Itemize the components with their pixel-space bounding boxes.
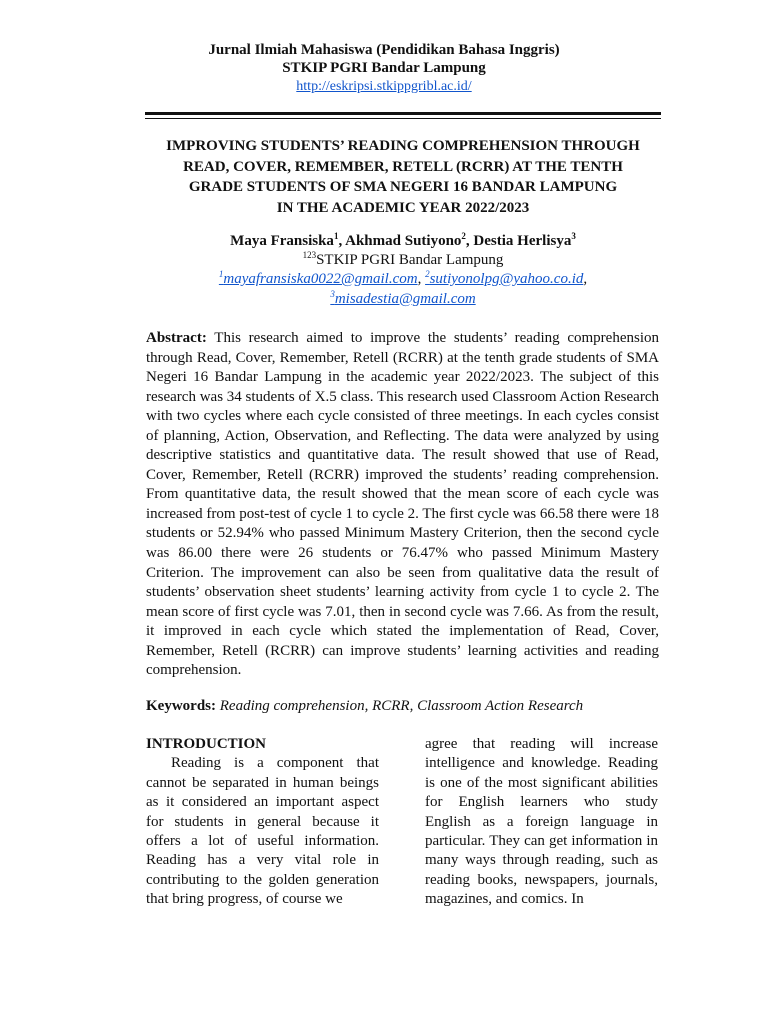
author-list	[130, 232, 676, 251]
body-column-left	[146, 735, 379, 910]
author-emails	[130, 270, 676, 309]
keywords-label: Keywords:	[146, 698, 216, 714]
email-address: mayafransiska0022@gmail.com	[223, 271, 418, 287]
title-line-3: GRADE STUDENTS OF SMA NEGERI 16 BANDAR LAMPUNG	[188, 179, 618, 195]
affiliation-mark: 123	[302, 250, 317, 260]
introduction-paragraph: Reading is a component that cannot be separated in human beings as it considered an important aspect for students in general because it offers a lot of useful information. Reading has a very vital role in contributing to the golden generation that bring progress, of course we	[146, 755, 379, 908]
keywords	[146, 696, 659, 716]
journal-institution: STKIP PGRI Bandar Lampung	[282, 60, 486, 76]
introduction-heading: INTRODUCTION	[146, 736, 267, 752]
title-line-2: READ, COVER, REMEMBER, RETELL (RCRR) AT THE TENTH	[183, 158, 623, 175]
email-link[interactable]	[330, 288, 476, 307]
author-name: Akhmad Sutiyono	[345, 233, 462, 249]
email-separator: ,	[583, 271, 588, 287]
email-line-2	[130, 290, 676, 310]
abstract	[146, 329, 659, 681]
introduction-paragraph-continued: agree that reading will increase intelligence and knowledge. Reading is one of the most significant abilities for English learners who study English as a foreign language in particular. They can get information in many ways through reading, such as reading books, newspapers, journals, magazines, and comics. In	[425, 736, 658, 908]
email-separator: ,	[417, 271, 426, 287]
email-address: sutiyonolpg@yahoo.co.id	[429, 271, 584, 287]
author-separator: ,	[338, 233, 346, 249]
email-link[interactable]	[425, 271, 583, 287]
affiliation-name: STKIP PGRI Bandar Lampung	[316, 252, 504, 268]
author-affil-mark: 2	[461, 231, 466, 241]
header-rule-thick	[145, 112, 661, 115]
email-line-1	[130, 270, 676, 290]
journal-url-link[interactable]: http://eskripsi.stkippgribl.ac.id/	[296, 79, 472, 94]
author-affil-mark: 3	[571, 231, 576, 241]
author-affil-mark: 1	[333, 231, 339, 241]
header-rule-thin	[145, 118, 661, 119]
email-link[interactable]	[219, 271, 418, 287]
paper-title	[130, 136, 676, 218]
abstract-label: Abstract:	[146, 330, 207, 346]
journal-name: Jurnal Ilmiah Mahasiswa (Pendidikan Bahasa Inggris)	[208, 42, 560, 58]
journal-header	[0, 41, 768, 97]
author-separator: ,	[465, 233, 474, 249]
body-column-right	[425, 735, 658, 910]
author-name: Maya Fransiska	[230, 233, 334, 249]
affiliation	[130, 251, 676, 270]
email-mark: 2	[425, 269, 430, 279]
abstract-text: This research aimed to improve the students’ reading comprehension through Read, Cover, Remember, Retell (RCRR) at the tenth grade students of SMA Negeri 16 Bandar Lampung in the academic year 2022/2023. The subject of this research was 34 students of X.5 class. This research used Classroom Action Research with two cycles where each cycle consisted of three meetings. In each cycles consist of planning, Action, Observation, and Reflecting. The data were analyzed by using descriptive statistics and quantitative data. The result showed that use of Read, Cover, Remember, Retell (RCRR) improved the students’ reading comprehension. From quantitative data, the result showed that the mean score of each cycle was increased from post-test of cycle 1 to cycle 2. The first cycle was 66.58 there were 18 students or 52.94% who passed Minimum Mastery Criterion, then the second cycle was 86.00 there were 26 students or 76.47% who passed Minimum Mastery Criterion. The improvement can also be seen from qualitative data the result of students’ observation sheet students’ learning activity from cycle 1 to cycle 2. The mean score of first cycle was 7.01, then in second cycle was 7.66. As from the result, it improved in each cycle which stated the implementation of Read, Cover, Remember, Retell (RCRR) can improve students’ learning activities and reading comprehension.	[146, 330, 659, 679]
email-mark: 3	[330, 288, 335, 299]
title-line-1: IMPROVING STUDENTS’ READING COMPREHENSION THROUGH	[166, 138, 640, 154]
email-mark: 1	[218, 269, 224, 279]
author-name: Destia Herlisya	[473, 233, 572, 249]
title-line-4: IN THE ACADEMIC YEAR 2022/2023	[276, 199, 530, 216]
email-address: misadestia@gmail.com	[334, 290, 476, 307]
keywords-text: Reading comprehension, RCRR, Classroom Action Research	[219, 698, 584, 714]
